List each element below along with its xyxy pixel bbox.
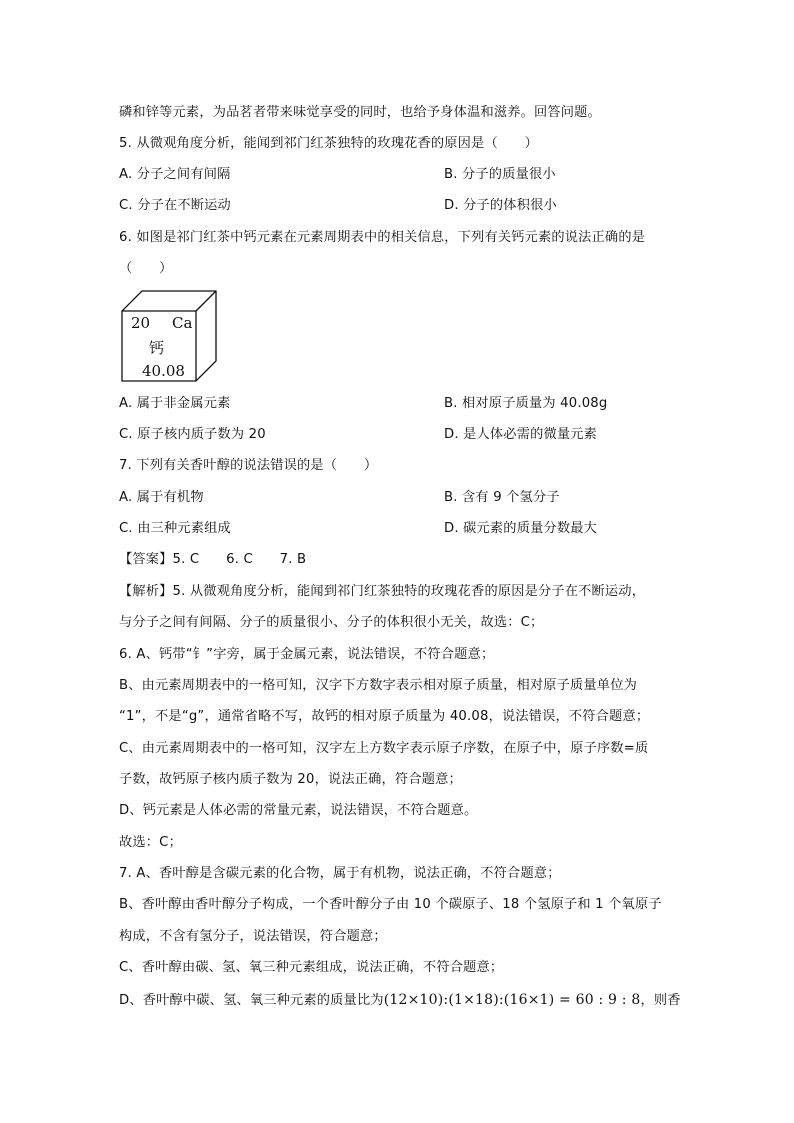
analysis-line: 6. A、钙带“钅”字旁，属于金属元素，说法错误，不符合题意； [119, 647, 495, 662]
q6-option-c: C. 原子核内质子数为 20 [119, 427, 266, 442]
q7-stem: 7. 下列有关香叶醇的说法错误的是（ ） [119, 458, 378, 473]
intro-text: 磷和锌等元素，为品茗者带来味觉享受的同时，也给予身体温和滋养。回答问题。 [119, 105, 601, 120]
q5-stem: 5. 从微观角度分析，能闻到祁门红茶独特的玫瑰花香的原因是（ ） [119, 136, 538, 151]
q7-option-a: A. 属于有机物 [119, 490, 204, 505]
q7-option-b: B. 含有 9 个氢分子 [444, 490, 560, 505]
q6-option-a: A. 属于非金属元素 [119, 396, 231, 411]
answer-line: 【答案】5. C 6. C 7. B [119, 552, 307, 567]
atomic-number: 20 [131, 314, 151, 332]
analysis-line: B、香叶醇由香叶醇分子构成，一个香叶醇分子由 10 个碳原子、18 个氢原子和 1 个氧原子 [119, 897, 662, 912]
element-name: 钙 [149, 339, 165, 357]
analysis-line: “1”，不是“g”，通常省略不写，故钙的相对原子质量为 40.08，说法错误，不符合题意； [119, 709, 650, 724]
atomic-mass: 40.08 [142, 362, 185, 380]
analysis-line: 故选：C； [119, 835, 182, 850]
q5-option-d: D. 分子的体积很小 [444, 198, 557, 213]
q6-option-d: D. 是人体必需的微量元素 [444, 427, 598, 442]
analysis-line: D、钙元素是人体必需的常量元素，说法错误，不符合题意。 [119, 803, 478, 818]
analysis-line: B、由元素周期表中的一格可知，汉字下方数字表示相对原子质量，相对原子质量单位为 [119, 678, 637, 693]
analysis-line: 子数，故钙原子核内质子数为 20，说法正确，符合题意； [119, 772, 462, 787]
mass-ratio-formula: (12×10):(1×18):(16×1) = 60 : 9 : 8 [383, 992, 641, 1008]
element-symbol: Ca [172, 314, 193, 332]
q5-option-b: B. 分子的质量很小 [444, 167, 556, 182]
analysis-line: C、香叶醇由碳、氢、氧三种元素组成，说法正确，不符合题意； [119, 960, 504, 975]
analysis-line: 7. A、香叶醇是含碳元素的化合物，属于有机物，说法正确，不符合题意； [119, 866, 561, 881]
analysis-line: 【解析】5. 从微观角度分析，能闻到祁门红茶独特的玫瑰花香的原因是分子在不断运动， [119, 584, 646, 599]
q6-option-b: B. 相对原子质量为 40.08g [444, 396, 608, 411]
last-line-prefix: D、香叶醇中碳、氢、氧三种元素的质量比为 [119, 993, 384, 1008]
q7-option-c: C. 由三种元素组成 [119, 521, 231, 536]
analysis-line: C、由元素周期表中的一格可知，汉字左上方数字表示原子序数，在原子中，原子序数=质 [119, 741, 649, 756]
analysis-line: 构成，不含有氢分子，说法错误，符合题意； [119, 929, 387, 944]
periodic-table-cell [120, 289, 220, 384]
analysis-line: 与分子之间有间隔、分子的质量很小、分子的体积很小无关，故选：C； [119, 615, 544, 630]
q5-option-c: C. 分子在不断运动 [119, 198, 231, 213]
q6-stem: 6. 如图是祁门红茶中钙元素在元素周期表中的相关信息，下列有关钙元素的说法正确的是 [119, 230, 646, 245]
analysis-last-line [119, 990, 681, 1011]
q6-stem-paren: （ ） [119, 261, 173, 276]
q7-option-d: D. 碳元素的质量分数最大 [444, 521, 598, 536]
last-line-suffix: ，则香 [640, 993, 681, 1008]
q5-option-a: A. 分子之间有间隔 [119, 167, 231, 182]
